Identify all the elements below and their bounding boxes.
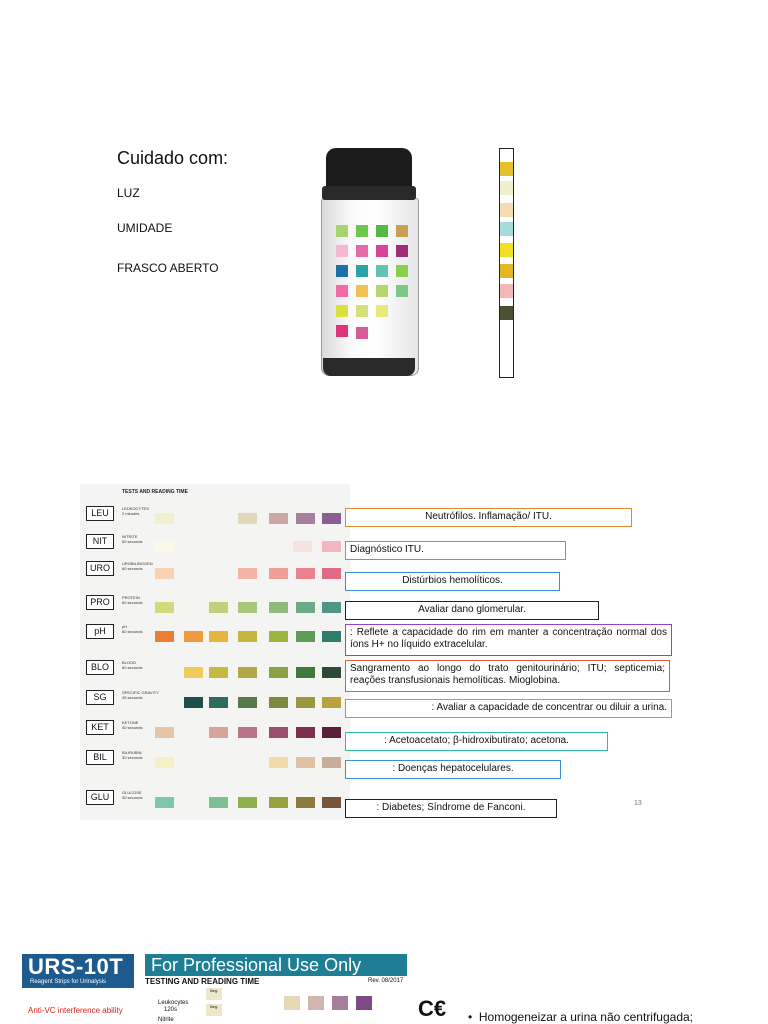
bottle-pad (356, 305, 368, 317)
color-chip (155, 568, 174, 579)
color-chip (238, 631, 257, 642)
color-chip (322, 513, 341, 524)
bottle-pad (356, 285, 368, 297)
test-strip (499, 148, 514, 378)
color-chip (322, 797, 341, 808)
param-code-glu: GLU (86, 790, 114, 805)
color-chip (209, 727, 228, 738)
param-name (122, 595, 142, 605)
param-reading-time: 30 seconds (122, 795, 143, 800)
color-chip (296, 757, 315, 768)
color-chip (293, 541, 312, 552)
instruction-bullet: • Homogeneizar a urina não centrifugada; (468, 1010, 694, 1024)
color-chip (238, 797, 257, 808)
reference-chart (80, 484, 350, 820)
color-chip (155, 513, 174, 524)
bottle-pad (376, 285, 388, 297)
color-chip (269, 602, 288, 613)
strip-pad (500, 222, 513, 236)
param-code-pro: PRO (86, 595, 114, 610)
note-box-ket: : Acetoacetato; β-hidroxibutirato; acetona. (345, 732, 608, 751)
strip-pad (500, 284, 513, 298)
param-name-text: pH (122, 624, 128, 629)
neg-chip: Neg. (206, 988, 222, 1000)
param-name-text: NITRITE (122, 534, 138, 539)
bottle-pad (356, 327, 368, 339)
color-chip (322, 541, 341, 552)
strip-pad (500, 264, 513, 278)
bottle-pad (356, 225, 368, 237)
param-code-sg: SG (86, 690, 114, 705)
param-code-ph: pH (86, 624, 114, 639)
page-number: 13 (634, 800, 642, 807)
param-name (122, 690, 159, 700)
param-reading-time: 30 seconds (122, 755, 143, 760)
color-chip (238, 602, 257, 613)
bottle-pad (336, 265, 348, 277)
param-name (122, 750, 142, 760)
color-chip (155, 797, 174, 808)
color-chip (322, 631, 341, 642)
param-name (122, 561, 153, 571)
color-chip (209, 697, 228, 708)
color-chip (296, 513, 315, 524)
strip-pad (500, 306, 513, 320)
param-name-text: BLOOD (122, 660, 137, 665)
param-code-nit: NIT (86, 534, 114, 549)
param-reading-time: 2 minutes (122, 511, 140, 516)
color-chip (269, 797, 288, 808)
param-code-bil: BIL (86, 750, 114, 765)
color-chip (155, 757, 174, 768)
color-chip (184, 697, 203, 708)
caution-title: Cuidado com: (117, 148, 229, 168)
neg-chip: Neg. (206, 1004, 222, 1016)
ce-mark-icon: C€ (418, 996, 447, 1021)
color-chip (296, 727, 315, 738)
color-chip (322, 667, 341, 678)
leu-mini-chip (356, 996, 372, 1010)
param-name-text: PROTEIN (122, 595, 140, 600)
leu-mini-chip (332, 996, 348, 1010)
param-name (122, 624, 142, 634)
strip-pad (500, 162, 513, 176)
param-name-text: UROBILINOGEN (122, 561, 153, 566)
bottle-pad (336, 325, 348, 337)
param-name-text: LEUKOCYTES (122, 506, 149, 511)
param-name-text: BILIRUBIN (122, 750, 142, 755)
bottle-pad (336, 285, 348, 297)
param-reading-time: 60 seconds (122, 665, 143, 670)
color-chip (322, 568, 341, 579)
bottle-pad (336, 225, 348, 237)
bottle-cap (326, 148, 412, 190)
color-chip (296, 631, 315, 642)
bottle-pad (376, 245, 388, 257)
bottle-pad (336, 245, 348, 257)
color-chip (322, 727, 341, 738)
param-name (122, 534, 142, 544)
nitrite-name: Nitrite (158, 1017, 174, 1023)
color-chip (184, 667, 203, 678)
color-chip (238, 697, 257, 708)
bottle-pad (356, 245, 368, 257)
leu-mini-chip (284, 996, 300, 1010)
color-chip (269, 667, 288, 678)
bottle-base (323, 358, 415, 376)
color-chip (322, 697, 341, 708)
bottle-pad (376, 225, 388, 237)
color-chip (155, 631, 174, 642)
bottle-pad (336, 305, 348, 317)
bottle-pad (376, 265, 388, 277)
color-chip (296, 568, 315, 579)
urs-logo (22, 954, 134, 988)
caution-item-open-bottle: FRASCO ABERTO (117, 261, 219, 275)
bottle-pad (396, 285, 408, 297)
param-name (122, 660, 142, 670)
note-box-pro: Avaliar dano glomerular. (345, 601, 599, 620)
note-box-glu: : Diabetes; Síndrome de Fanconi. (345, 799, 557, 818)
urs-logo-subtitle: Reagent Strips for Urinalysis (30, 979, 107, 985)
note-box-ph: : Reflete a capacidade do rim em manter a concentração normal dos íons H+ no líquido extracelular. (345, 624, 672, 656)
param-name (122, 790, 142, 800)
param-reading-time: 60 seconds (122, 600, 143, 605)
color-chip (155, 541, 174, 552)
color-chip (296, 697, 315, 708)
color-chip (269, 757, 288, 768)
reagent-bottle (321, 198, 419, 376)
color-chip (269, 568, 288, 579)
strip-pad (500, 203, 513, 217)
chart-header: TESTS AND READING TIME (122, 489, 188, 495)
caution-item-light: LUZ (117, 186, 140, 200)
param-name-text: SPECIFIC GRAVITY (122, 690, 159, 695)
color-chip (269, 631, 288, 642)
bottle-pad (396, 225, 408, 237)
color-chip (322, 757, 341, 768)
color-chip (209, 797, 228, 808)
leukocytes-name: Leukocytes (158, 1000, 189, 1006)
color-chip (184, 631, 203, 642)
color-chip (269, 727, 288, 738)
leukocytes-label (158, 1000, 188, 1024)
color-chip (238, 568, 257, 579)
color-chip (209, 602, 228, 613)
instruction-text: Homogeneizar a urina não centrifugada; (478, 1010, 694, 1024)
param-reading-time: 40 seconds (122, 725, 143, 730)
note-box-bil: : Doenças hepatocelulares. (345, 760, 561, 779)
param-reading-time: 60 seconds (122, 566, 143, 571)
color-chip (209, 667, 228, 678)
param-name-text: GLUCOSE (122, 790, 142, 795)
color-chip (322, 602, 341, 613)
note-box-blo: Sangramento ao longo do trato genitourinário; ITU; septicemia; reações transfusionais hemolíticas. Mioglobina. (345, 660, 670, 692)
note-box-uro: Distúrbios hemolíticos. (345, 572, 560, 591)
testing-header: TESTING AND READING TIME (145, 977, 260, 986)
param-reading-time: 60 seconds (122, 629, 143, 634)
note-box-leu: Neutrófilos. Inflamação/ ITU. (345, 508, 632, 527)
color-chip (238, 513, 257, 524)
color-chip (296, 667, 315, 678)
bottle-pad (356, 265, 368, 277)
strip-pad (500, 243, 513, 257)
leukocytes-time: 120s (164, 1007, 178, 1013)
leu-mini-chip (308, 996, 324, 1010)
param-reading-time: 60 seconds (122, 539, 143, 544)
param-code-uro: URO (86, 561, 114, 576)
bottle-pad (396, 245, 408, 257)
color-chip (209, 631, 228, 642)
color-chip (155, 727, 174, 738)
color-chip (238, 727, 257, 738)
param-code-leu: LEU (86, 506, 114, 521)
param-name (122, 506, 149, 516)
color-chip (269, 513, 288, 524)
caution-item-humidity: UMIDADE (117, 221, 173, 235)
urs-logo-title: URS-10T (28, 954, 124, 979)
bottle-pad (396, 265, 408, 277)
bottle-pad (376, 305, 388, 317)
color-chip (296, 602, 315, 613)
note-box-nit: Diagnóstico ITU. (345, 541, 566, 560)
note-box-sg: : Avaliar a capacidade de concentrar ou diluir a urina. (345, 699, 672, 718)
strip-pad (500, 181, 513, 195)
color-chip (296, 797, 315, 808)
bottle-neck (322, 186, 416, 200)
param-code-blo: BLO (86, 660, 114, 675)
color-chip (238, 667, 257, 678)
color-chip (269, 697, 288, 708)
param-reading-time: 45 seconds (122, 695, 143, 700)
param-name-text: KETONE (122, 720, 139, 725)
revision-label: Rev. 08/2017 (368, 978, 404, 984)
param-code-ket: KET (86, 720, 114, 735)
color-chip (155, 602, 174, 613)
professional-use-banner: For Professional Use Only (145, 954, 407, 976)
param-name (122, 720, 142, 730)
anti-vc-label: Anti-VC interference ability (28, 1006, 123, 1015)
